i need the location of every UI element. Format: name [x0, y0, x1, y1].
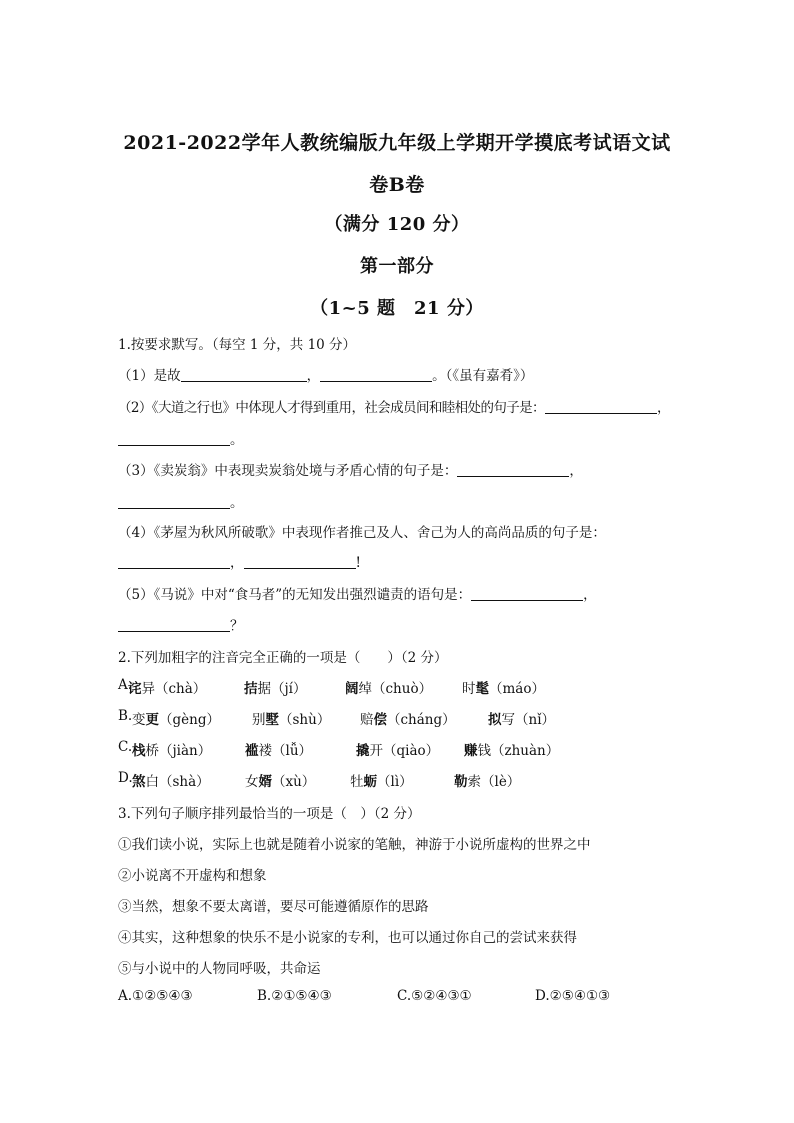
- q1-s4-end: !: [355, 555, 361, 571]
- q1-s4-sep: ，: [230, 555, 244, 571]
- q1-s1-sep: ，: [306, 368, 321, 384]
- q1-s2-comma: ，: [656, 400, 671, 416]
- q1-s4-text: （4）《茅屋为秋风所破歌》中表现作者推己及人、舍己为人的高尚品质的句子是：: [118, 525, 606, 541]
- option-item: 牡蛎（lì）: [350, 774, 413, 790]
- q1-s5-blank-2[interactable]: [118, 617, 230, 632]
- option-item: 别墅（shù）: [252, 712, 331, 728]
- option-item: 褴褛（lǚ）: [245, 743, 313, 759]
- q1-s2-blank-2[interactable]: [118, 431, 230, 446]
- q3-sentence-2: ②小说离不开虚构和想象: [118, 868, 267, 884]
- full-score: （满分 120 分）: [324, 214, 470, 235]
- q1-item-5-cont: [118, 614, 244, 634]
- q2-option-d[interactable]: [118, 770, 521, 790]
- q2-option-b[interactable]: [118, 708, 556, 728]
- q1-item-4: [118, 521, 606, 541]
- q3-sentence-1: ①我们读小说，实际上也就是随着小说家的笔触，神游于小说所虚构的世界之中: [118, 837, 591, 853]
- question-range: （1~5 题 21 分）: [310, 298, 484, 319]
- q3-stem: 3.下列句子顺序排列最恰当的一项是（ ）（2 分）: [118, 806, 421, 822]
- q1-item-2: [118, 396, 670, 416]
- q1-item-3-cont: [118, 491, 244, 511]
- part-heading: 第一部分: [360, 256, 434, 277]
- q1-s5-end: ？: [230, 618, 244, 634]
- q1-s1-text: （1）是故: [118, 368, 181, 384]
- option-item: 勒索（lè）: [454, 774, 521, 790]
- q1-s4-blank-2[interactable]: [244, 554, 356, 569]
- q1-s2-end: 。: [230, 432, 244, 448]
- option-item: 拮据（jí）: [244, 681, 307, 697]
- q2-option-c[interactable]: [118, 739, 560, 759]
- option-label: A.: [118, 677, 133, 693]
- q1-s3-blank-2[interactable]: [118, 494, 230, 509]
- q1-s1-blank-1[interactable]: [181, 367, 307, 382]
- q2-stem: 2.下列加粗字的注音完全正确的一项是（ ）（2 分）: [118, 650, 448, 666]
- q2-option-a[interactable]: [118, 677, 545, 697]
- q1-s2-text: （2）《大道之行也》中体现人才得到重用，社会成员间和睦相处的句子是：: [118, 400, 545, 416]
- q3-sentence-5: ⑤与小说中的人物同呼吸，共命运: [118, 961, 321, 977]
- option-item: 阔绰（chuò）: [345, 681, 433, 697]
- q1-s3-comma: ，: [569, 463, 583, 479]
- q1-s5-text: （5）《马说》中对“食马者”的无知发出强烈谴责的语句是：: [118, 587, 472, 603]
- q1-s2-blank-1[interactable]: [545, 399, 657, 414]
- option-item: 诧异（chà）: [128, 681, 207, 697]
- exam-title-line2: 卷B卷: [369, 174, 425, 196]
- q1-s5-comma: ，: [583, 587, 597, 603]
- q3-choice-b[interactable]: B.②①⑤④③: [257, 988, 332, 1004]
- exam-title-line1: 2021-2022学年人教统编版九年级上学期开学摸底考试语文试: [123, 132, 671, 154]
- option-item: 赚钱（zhuàn）: [464, 743, 560, 759]
- option-label: C.: [118, 739, 133, 755]
- q1-s5-blank-1[interactable]: [471, 586, 583, 601]
- q1-stem: 1.按要求默写。（每空 1 分，共 10 分）: [118, 337, 357, 353]
- q3-choice-a[interactable]: A.①②⑤④③: [118, 988, 193, 1004]
- q3-sentence-4: ④其实，这种想象的快乐不是小说家的专利，也可以通过你自己的尝试来获得: [118, 930, 577, 946]
- q3-choice-d[interactable]: D.②⑤④①③: [535, 988, 611, 1004]
- q1-item-1: [118, 364, 533, 384]
- q1-s3-end: 。: [230, 495, 244, 511]
- q1-item-3: [118, 459, 583, 479]
- option-item: 时髦（máo）: [462, 681, 545, 697]
- option-label: B.: [118, 708, 133, 724]
- q1-s3-text: （3）《卖炭翁》中表现卖炭翁处境与矛盾心情的句子是：: [118, 463, 458, 479]
- option-item: 女婿（xù）: [245, 774, 316, 790]
- q1-item-5: [118, 583, 597, 603]
- q1-s1-blank-2[interactable]: [320, 367, 432, 382]
- option-label: D.: [118, 770, 133, 786]
- option-item: 拟写（nǐ）: [488, 712, 556, 728]
- option-item: 栈桥（jiàn）: [132, 743, 212, 759]
- q1-item-4-cont: [118, 551, 361, 571]
- q3-choice-c[interactable]: C.⑤②④③①: [397, 988, 472, 1004]
- option-item: 变更（gèng）: [132, 712, 220, 728]
- q1-s3-blank-1[interactable]: [457, 462, 569, 477]
- q3-sentence-3: ③当然，想象不要太离谱，要尽可能遵循原作的思路: [118, 899, 429, 915]
- q1-s1-end: 。（《虽有嘉肴》）: [432, 368, 534, 384]
- q1-s4-blank-1[interactable]: [118, 554, 230, 569]
- q1-item-2-cont: [118, 428, 244, 448]
- option-item: 煞白（shà）: [132, 774, 210, 790]
- option-item: 赔偿（cháng）: [360, 712, 456, 728]
- option-item: 撬开（qiào）: [356, 743, 440, 759]
